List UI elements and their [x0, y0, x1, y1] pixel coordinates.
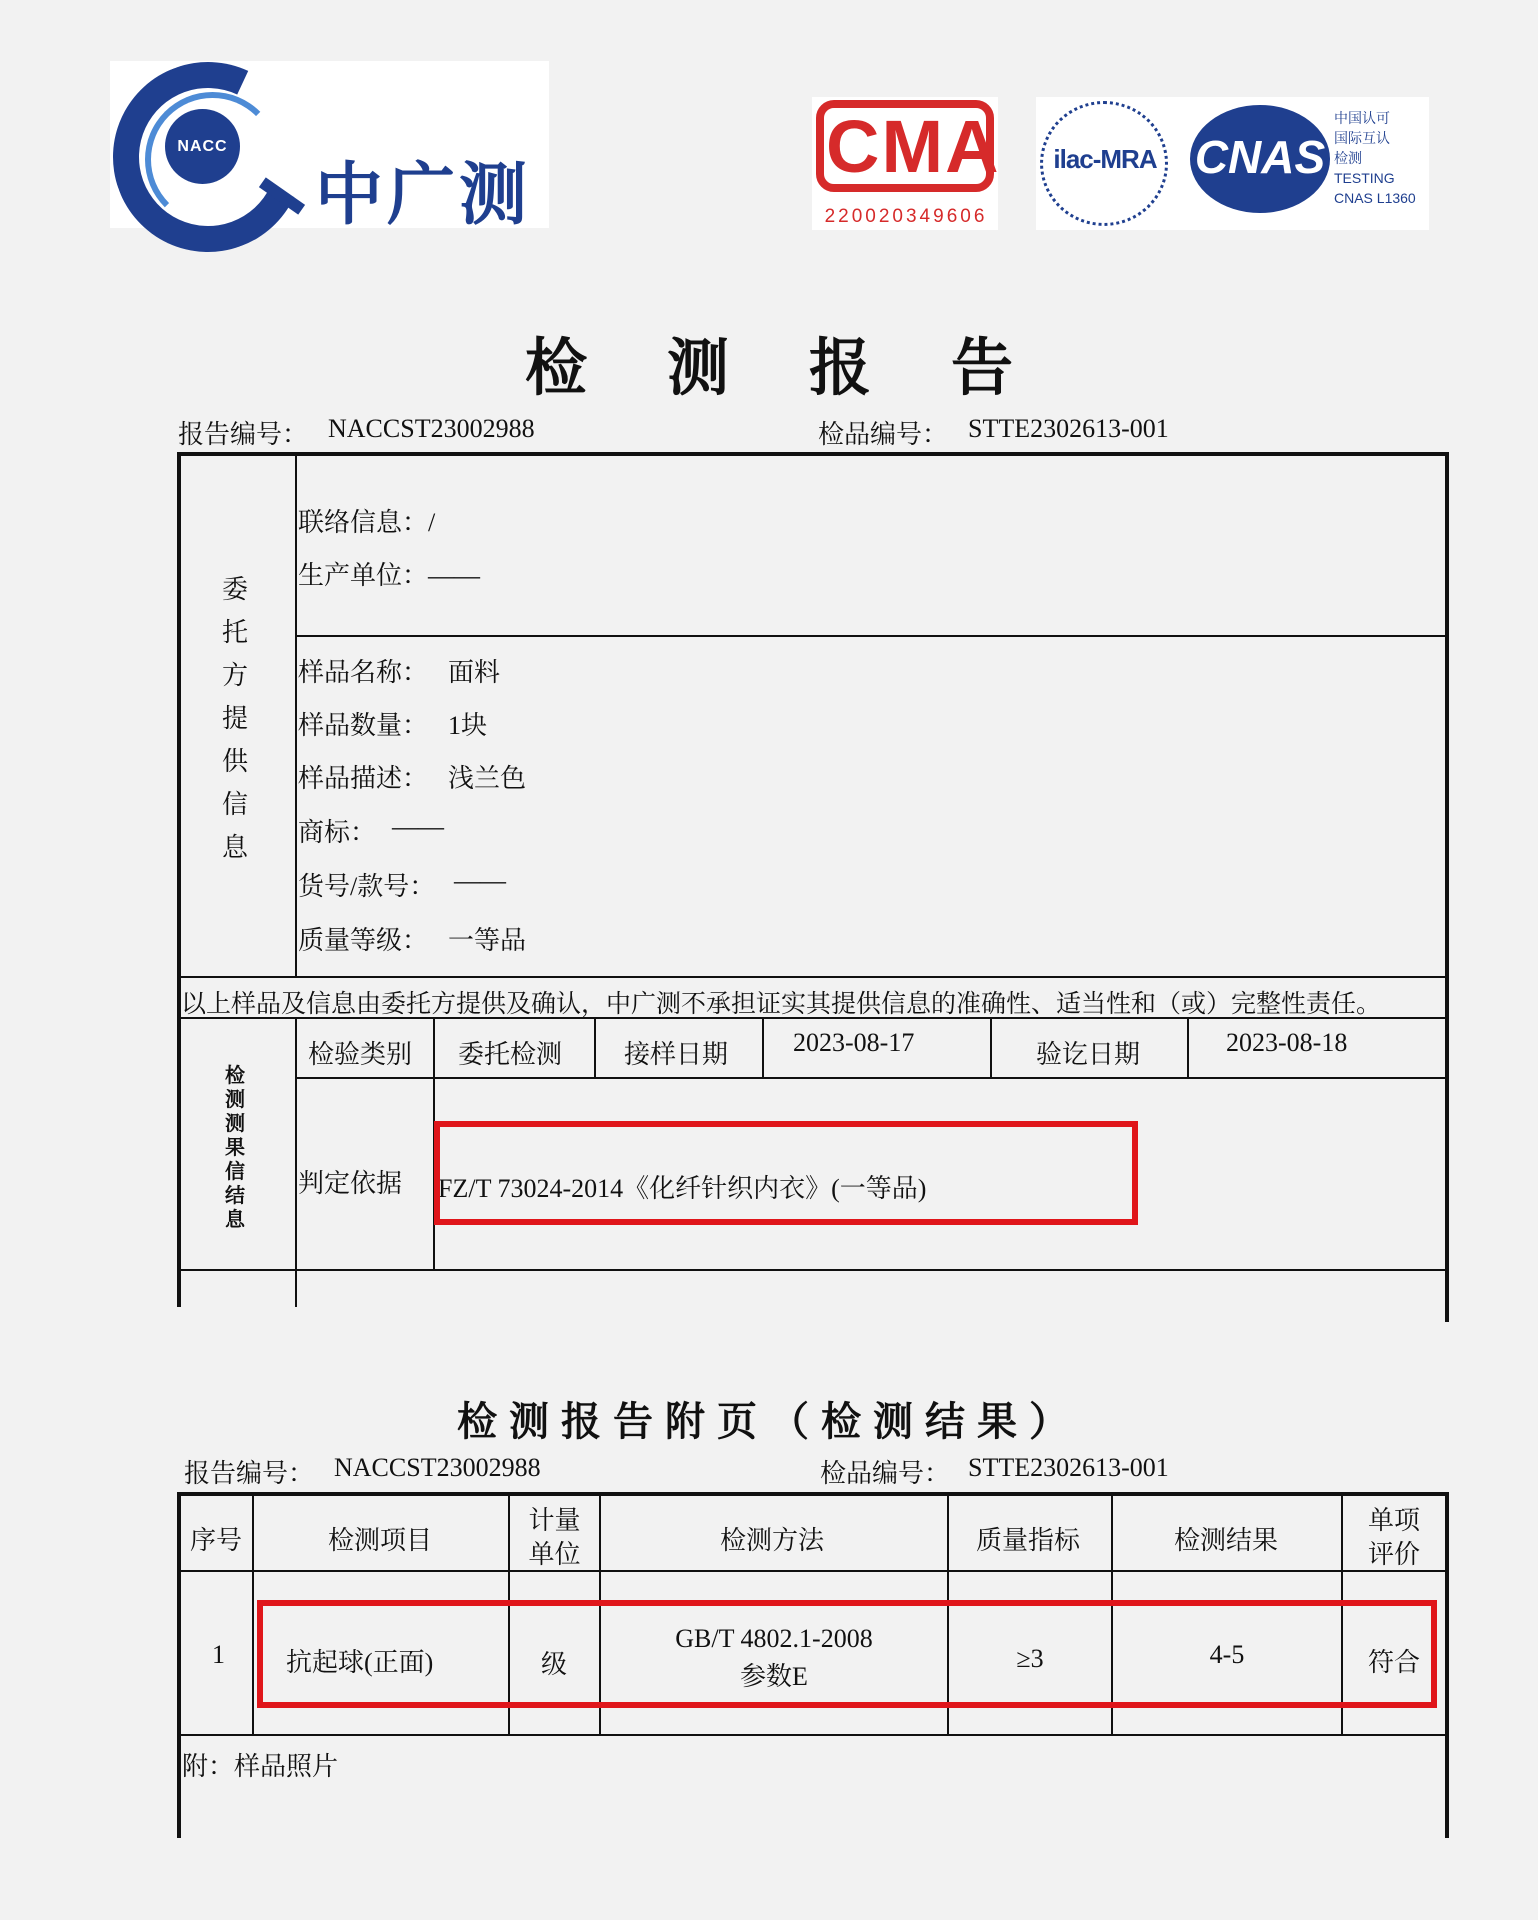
test-type-label: 检验类别 — [308, 1040, 413, 1069]
table1-col-divider — [990, 1017, 992, 1077]
header-result: 检测结果 — [1174, 1526, 1279, 1555]
appendix-report-no: NACCST23002988 — [334, 1453, 541, 1482]
appendix-report-no-label: 报告编号： — [184, 1459, 315, 1488]
header-eval-line: 评价 — [1367, 1540, 1420, 1569]
table1-row-divider — [295, 635, 1447, 637]
table2-left-border — [177, 1492, 181, 1838]
received-date: 2023-08-17 — [793, 1028, 915, 1057]
header-unit — [510, 1504, 599, 1572]
sample-desc: 浅兰色 — [448, 764, 527, 793]
table1-col-divider — [295, 452, 297, 976]
cnas-mark: CNAS — [1194, 131, 1326, 183]
row-result: 4-5 — [1209, 1640, 1245, 1669]
completed-date: 2023-08-18 — [1226, 1028, 1348, 1057]
section-label-char: 测 — [225, 1089, 245, 1111]
table1-top-border — [177, 452, 1449, 456]
table1-row-divider — [179, 976, 1447, 978]
brand: —— — [392, 812, 444, 841]
contact-info: 联络信息：/ — [298, 508, 436, 537]
test-type: 委托检测 — [458, 1040, 563, 1069]
sample-desc-label: 样品描述： — [298, 764, 429, 793]
table1-right-border — [1445, 452, 1449, 1322]
row-unit: 级 — [541, 1650, 568, 1679]
report-no-label: 报告编号： — [178, 420, 309, 449]
cnas-side-line: 中国认可 — [1334, 110, 1390, 126]
sample-no: STTE2302613-001 — [968, 414, 1169, 443]
received-date-label: 接样日期 — [624, 1040, 729, 1069]
sample-qty-label: 样品数量： — [298, 711, 429, 740]
cnas-side-text — [1334, 108, 1416, 208]
appendix-sample-no-label: 检品编号： — [820, 1459, 951, 1488]
section-label-char: 检 — [225, 1065, 245, 1087]
section-label-char: 提 — [221, 704, 248, 733]
table1-row-divider — [179, 1269, 1447, 1271]
appendix-title: 检测报告附页（检测结果） — [457, 1398, 1081, 1445]
table1-col-divider — [762, 1017, 764, 1077]
section-label-char: 托 — [221, 618, 248, 647]
grade-label: 质量等级： — [298, 926, 429, 955]
header-unit-line: 单位 — [528, 1540, 581, 1569]
section-label-char: 方 — [221, 661, 248, 690]
section-label-char: 息 — [225, 1209, 245, 1231]
cma-mark: CMA — [826, 105, 1001, 188]
header-eval — [1343, 1504, 1445, 1572]
cma-number: 220020349606 — [824, 206, 988, 227]
table2-row-divider — [179, 1570, 1447, 1572]
table1-left-border — [177, 452, 181, 1307]
sample-no-label: 检品编号： — [818, 420, 949, 449]
header-unit-line: 计量 — [528, 1506, 581, 1535]
section-label-char: 信 — [225, 1161, 245, 1183]
header-eval-line: 单项 — [1367, 1506, 1420, 1535]
section-label-char: 果 — [225, 1137, 245, 1159]
photo-label: 附：样品照片 — [182, 1752, 339, 1781]
cnas-side-line: 国际互认 — [1334, 130, 1390, 146]
appendix-sample-no: STTE2302613-001 — [968, 1453, 1169, 1482]
result-highlight — [257, 1600, 1437, 1708]
cnas-side-line: CNAS L1360 — [1334, 190, 1416, 206]
basis: FZ/T 73024-2014《化纤针织内衣》(一等品) — [438, 1174, 927, 1203]
section-label-char: 测 — [225, 1113, 245, 1135]
table2-top-border — [177, 1492, 1449, 1496]
table1-col-divider — [1187, 1017, 1189, 1077]
producer-info: 生产单位：—— — [298, 561, 481, 590]
completed-date-label: 验讫日期 — [1036, 1040, 1141, 1069]
header-item: 检测项目 — [328, 1526, 433, 1555]
article-label: 货号/款号： — [298, 872, 436, 901]
row-eval: 符合 — [1367, 1648, 1420, 1677]
sample-name: 面料 — [448, 658, 501, 687]
basis-highlight — [434, 1121, 1138, 1225]
brand-label: 商标： — [298, 818, 377, 847]
table2-right-border — [1445, 1492, 1449, 1838]
row-seq: 1 — [212, 1640, 225, 1669]
section-label-char: 结 — [225, 1185, 245, 1207]
disclaimer: 以上样品及信息由委托方提供及确认，中广测不承担证实其提供信息的准确性、适当性和（或）完整性责任。 — [181, 991, 1382, 1018]
report-no: NACCST23002988 — [328, 414, 535, 443]
header-method: 检测方法 — [720, 1526, 825, 1555]
cnas-side-line: 检测 — [1334, 150, 1362, 166]
header-seq: 序号 — [190, 1526, 243, 1555]
cnas-side-line: TESTING — [1334, 170, 1395, 186]
client-info-section-label — [215, 568, 255, 869]
row-method-line: GB/T 4802.1-2008 — [675, 1624, 873, 1653]
nacc-badge: NACC — [165, 109, 240, 184]
table1-col-divider — [295, 1017, 297, 1307]
section-label-char: 信 — [221, 790, 248, 819]
grade: 一等品 — [448, 926, 527, 955]
table2-col-divider — [252, 1492, 254, 1734]
table2-row-divider — [179, 1734, 1447, 1736]
section-label-char: 供 — [221, 747, 248, 776]
sample-name-label: 样品名称： — [298, 658, 429, 687]
nacc-name: 中广测 — [315, 157, 532, 233]
article: —— — [454, 866, 506, 895]
row-spec: ≥3 — [1016, 1644, 1044, 1673]
test-info-section-label — [215, 1064, 255, 1232]
ilac-mark: ilac-MRA — [1053, 144, 1157, 174]
row-method-line: 参数E — [740, 1662, 808, 1691]
section-label-char: 委 — [221, 575, 248, 604]
table1-row-divider — [295, 1077, 1447, 1079]
section-label-char: 息 — [221, 833, 248, 862]
report-title: 检测报告 — [524, 331, 1093, 404]
header-spec: 质量指标 — [976, 1526, 1081, 1555]
basis-label: 判定依据 — [298, 1169, 403, 1198]
table1-col-divider — [594, 1017, 596, 1077]
row-item: 抗起球(正面) — [286, 1648, 434, 1677]
sample-qty: 1块 — [448, 711, 488, 740]
